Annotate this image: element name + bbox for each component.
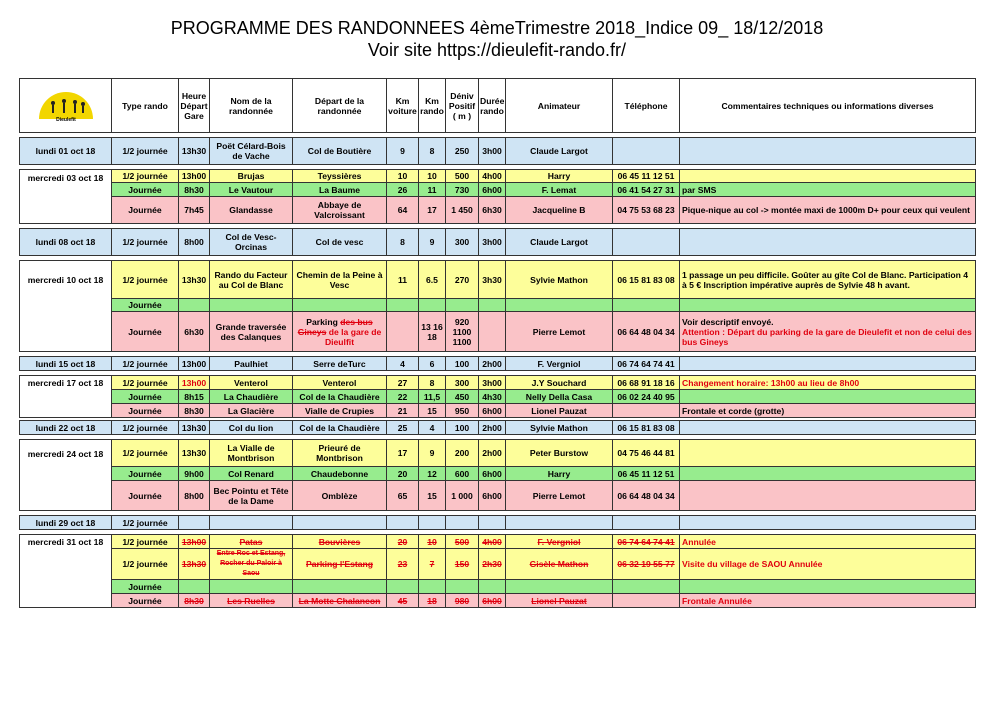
duree-cell: 2h00	[479, 440, 506, 467]
type-cell: 1/2 journée	[112, 535, 179, 549]
deniv-cell: 1 450	[446, 197, 479, 224]
tel-cell: 06 74 64 74 41	[613, 357, 680, 371]
table-row	[20, 299, 976, 312]
com-cell: Voir descriptif envoyé. Attention : Départ du parking de la gare de Dieulefit et non de celui des bus Gineys	[680, 312, 976, 352]
tel-cell: 06 15 81 83 08	[613, 421, 680, 435]
depart-cell: Vialle de Crupies	[293, 404, 387, 418]
kmr-cell: 6.5	[419, 261, 446, 299]
header-telephone: Téléphone	[613, 79, 680, 133]
header-deniv: Déniv Positif ( m )	[446, 79, 479, 133]
club-logo	[31, 89, 101, 123]
nom-cell: La Vialle de Montbrison	[210, 440, 293, 467]
heure-cell: 8h30	[179, 183, 210, 197]
header-km-voiture: Km voiture	[387, 79, 419, 133]
heure-cell: 9h00	[179, 467, 210, 481]
depart-cell: La Motte Chalancon	[293, 594, 387, 608]
duree-cell: 3h00	[479, 376, 506, 390]
duree-cell: 6h00	[479, 183, 506, 197]
depart-cell: Omblèze	[293, 481, 387, 511]
com-cell: Annulée	[680, 535, 976, 549]
kmr-cell: 6	[419, 357, 446, 371]
deniv-cell: 920 1100 1100	[446, 312, 479, 352]
type-cell: Journée	[112, 594, 179, 608]
table-row	[20, 516, 976, 530]
anim-cell: Nelly Della Casa	[506, 390, 613, 404]
deniv-cell: 150	[446, 549, 479, 580]
duree-cell: 2h00	[479, 421, 506, 435]
tel-cell: 06 02 24 40 95	[613, 390, 680, 404]
table-row	[20, 535, 976, 549]
deniv-cell: 950	[446, 404, 479, 418]
depart-cell: Chaudebonne	[293, 467, 387, 481]
nom-cell: Brujas	[210, 170, 293, 183]
depart-cell: Bouvières	[293, 535, 387, 549]
heure-cell: 8h00	[179, 229, 210, 256]
type-cell: 1/2 journée	[112, 138, 179, 165]
type-cell: 1/2 journée	[112, 170, 179, 183]
page-subtitle: Voir site https://dieulefit-rando.fr/	[367, 40, 627, 60]
depart-cell: Venterol	[293, 376, 387, 390]
kmr-cell: 9	[419, 229, 446, 256]
date-cell: mercredi 03 oct 18	[20, 170, 112, 224]
kmr-cell: 11,5	[419, 390, 446, 404]
com-cell	[680, 481, 976, 511]
depart-cell: Teyssières	[293, 170, 387, 183]
heure-cell: 13h30	[179, 261, 210, 299]
heure-cell: 8h00	[179, 481, 210, 511]
depart-cell: Chemin de la Peine à Vesc	[293, 261, 387, 299]
table-row	[20, 467, 976, 481]
kmr-cell: 7	[419, 549, 446, 580]
duree-cell: 6h00	[479, 594, 506, 608]
heure-cell: 13h30	[179, 440, 210, 467]
date-cell: mercredi 24 oct 18	[20, 440, 112, 511]
type-cell: Journée	[112, 299, 179, 312]
header-row	[20, 79, 976, 133]
header-km-rando: Km rando	[419, 79, 446, 133]
com-cell	[680, 440, 976, 467]
tel-cell: 06 64 48 04 34	[613, 312, 680, 352]
type-cell: 1/2 journée	[112, 516, 179, 530]
depart-cell: Col de la Chaudière	[293, 421, 387, 435]
table-row	[20, 440, 976, 467]
com-cell: Frontale Annulée	[680, 594, 976, 608]
depart-cell: Col de la Chaudière	[293, 390, 387, 404]
kmv-cell: 4	[387, 357, 419, 371]
table-row	[20, 183, 976, 197]
com-cell: 1 passage un peu difficile. Goûter au gîte Col de Blanc. Participation 4 à 5 € Inscription impérative auprès de Sylvie 48 h avant.	[680, 261, 976, 299]
com-cell	[680, 357, 976, 371]
kmr-cell: 4	[419, 421, 446, 435]
com-cell: Changement horaire: 13h00 au lieu de 8h00	[680, 376, 976, 390]
page-title: PROGRAMME DES RANDONNEES 4èmeTrimestre 2018_Indice 09_ 18/12/2018	[170, 18, 824, 38]
table-row	[20, 357, 976, 371]
kmr-cell: 9	[419, 440, 446, 467]
duree-cell: 3h00	[479, 229, 506, 256]
deniv-cell: 100	[446, 421, 479, 435]
nom-cell: Col de Vesc-Orcinas	[210, 229, 293, 256]
nom-cell: Col du lion	[210, 421, 293, 435]
kmr-cell: 15	[419, 481, 446, 511]
duree-cell: 6h30	[479, 197, 506, 224]
nom-cell: Le Vautour	[210, 183, 293, 197]
date-cell: lundi 15 oct 18	[20, 357, 112, 371]
table-row	[20, 376, 976, 390]
heure-cell: 13h00	[179, 376, 210, 390]
anim-cell: Sylvie Mathon	[506, 261, 613, 299]
kmv-cell: 64	[387, 197, 419, 224]
heure-cell: 8h30	[179, 404, 210, 418]
table-row	[20, 549, 976, 580]
logo-cell	[20, 79, 112, 133]
date-cell: lundi 08 oct 18	[20, 229, 112, 256]
date-cell: lundi 01 oct 18	[20, 138, 112, 165]
anim-cell: Harry	[506, 170, 613, 183]
kmr-cell: 13 16 18	[419, 312, 446, 352]
depart-cell: La Baume	[293, 183, 387, 197]
com-cell	[680, 390, 976, 404]
header-duree: Durée rando	[479, 79, 506, 133]
heure-cell: 8h15	[179, 390, 210, 404]
table-row	[20, 170, 976, 183]
tel-cell: 06 45 11 12 51	[613, 170, 680, 183]
anim-cell: Claude Largot	[506, 229, 613, 256]
deniv-cell: 600	[446, 467, 479, 481]
com-cell	[680, 421, 976, 435]
duree-cell: 2h30	[479, 549, 506, 580]
deniv-cell: 250	[446, 138, 479, 165]
tel-cell: 04 75 53 68 23	[613, 197, 680, 224]
heure-cell: 13h30	[179, 549, 210, 580]
anim-cell: Lionel Pauzat	[506, 594, 613, 608]
com-cell: Visite du village de SAOU Annulée	[680, 549, 976, 580]
deniv-cell: 450	[446, 390, 479, 404]
tel-cell: 06 68 91 18 16	[613, 376, 680, 390]
duree-cell: 6h00	[479, 404, 506, 418]
deniv-cell: 730	[446, 183, 479, 197]
deniv-cell: 300	[446, 376, 479, 390]
tel-cell	[613, 138, 680, 165]
nom-cell: La Chaudière	[210, 390, 293, 404]
anim-cell: Gisèle Mathon	[506, 549, 613, 580]
type-cell: Journée	[112, 580, 179, 594]
header-nom: Nom de la randonnée	[210, 79, 293, 133]
hike-schedule-table	[19, 78, 976, 608]
duree-cell: 4h30	[479, 390, 506, 404]
kmv-cell: 20	[387, 467, 419, 481]
kmv-cell: 45	[387, 594, 419, 608]
type-cell: 1/2 journée	[112, 229, 179, 256]
table-row	[20, 229, 976, 256]
table-row	[20, 594, 976, 608]
kmr-cell: 11	[419, 183, 446, 197]
heure-cell: 13h30	[179, 138, 210, 165]
kmr-cell: 12	[419, 467, 446, 481]
table-row	[20, 138, 976, 165]
anim-cell: Harry	[506, 467, 613, 481]
type-cell: Journée	[112, 467, 179, 481]
kmv-cell: 23	[387, 549, 419, 580]
nom-cell: Patas	[210, 535, 293, 549]
deniv-cell: 100	[446, 357, 479, 371]
deniv-cell: 1 000	[446, 481, 479, 511]
table-row	[20, 261, 976, 299]
com-cell: Frontale et corde (grotte)	[680, 404, 976, 418]
heure-cell: 6h30	[179, 312, 210, 352]
nom-cell: Col Renard	[210, 467, 293, 481]
tel-cell: 06 15 81 83 08	[613, 261, 680, 299]
nom-cell: Entre Roc et Estang, Rocher du Paloir à Saou	[210, 549, 293, 580]
tel-cell: 04 75 46 44 81	[613, 440, 680, 467]
deniv-cell: 500	[446, 535, 479, 549]
type-cell: Journée	[112, 312, 179, 352]
com-cell	[680, 138, 976, 165]
tel-cell: 06 74 64 74 41	[613, 535, 680, 549]
kmv-cell: 27	[387, 376, 419, 390]
table-row	[20, 390, 976, 404]
tel-cell	[613, 404, 680, 418]
heure-cell: 7h45	[179, 197, 210, 224]
kmr-cell: 10	[419, 535, 446, 549]
type-cell: 1/2 journée	[112, 421, 179, 435]
header-type: Type rando	[112, 79, 179, 133]
duree-cell: 3h30	[479, 261, 506, 299]
kmr-cell: 10	[419, 170, 446, 183]
table-row	[20, 404, 976, 418]
tel-cell: 06 32 19 55 77	[613, 549, 680, 580]
type-cell: 1/2 journée	[112, 549, 179, 580]
type-cell: Journée	[112, 390, 179, 404]
date-cell: mercredi 17 oct 18	[20, 376, 112, 418]
tel-cell	[613, 229, 680, 256]
nom-cell: La Glacière	[210, 404, 293, 418]
tel-cell	[613, 594, 680, 608]
nom-cell: Grande traversée des Calanques	[210, 312, 293, 352]
anim-cell: Claude Largot	[506, 138, 613, 165]
header-animateur: Animateur	[506, 79, 613, 133]
anim-cell: F. Lemat	[506, 183, 613, 197]
kmv-cell: 65	[387, 481, 419, 511]
type-cell: Journée	[112, 404, 179, 418]
table-row	[20, 580, 976, 594]
com-cell	[680, 170, 976, 183]
table-row	[20, 312, 976, 352]
deniv-cell: 200	[446, 440, 479, 467]
com-cell: Pique-nique au col -> montée maxi de 1000m D+ pour ceux qui veulent	[680, 197, 976, 224]
kmv-cell: 17	[387, 440, 419, 467]
deniv-cell: 300	[446, 229, 479, 256]
heure-cell: 13h00	[179, 170, 210, 183]
heure-cell: 13h00	[179, 535, 210, 549]
kmr-cell: 17	[419, 197, 446, 224]
kmv-cell: 21	[387, 404, 419, 418]
header-depart: Départ de la randonnée	[293, 79, 387, 133]
com-cell	[680, 467, 976, 481]
kmv-cell: 11	[387, 261, 419, 299]
depart-cell: Col de vesc	[293, 229, 387, 256]
anim-cell: Pierre Lemot	[506, 481, 613, 511]
nom-cell: Bec Pointu et Tête de la Dame	[210, 481, 293, 511]
date-cell: mercredi 10 oct 18	[20, 261, 112, 352]
deniv-cell: 980	[446, 594, 479, 608]
depart-cell: Parking l'Estang	[293, 549, 387, 580]
table-row	[20, 197, 976, 224]
kmv-cell: 9	[387, 138, 419, 165]
type-cell: 1/2 journée	[112, 440, 179, 467]
anim-cell: F. Vergniol	[506, 535, 613, 549]
com-cell	[680, 229, 976, 256]
kmv-cell: 26	[387, 183, 419, 197]
anim-cell: Lionel Pauzat	[506, 404, 613, 418]
deniv-cell: 270	[446, 261, 479, 299]
duree-cell: 6h00	[479, 467, 506, 481]
kmr-cell: 18	[419, 594, 446, 608]
heure-cell: 13h00	[179, 357, 210, 371]
duree-cell: 3h00	[479, 138, 506, 165]
nom-cell: Les Ruelles	[210, 594, 293, 608]
duree-cell: 6h00	[479, 481, 506, 511]
kmr-cell: 15	[419, 404, 446, 418]
anim-cell: Jacqueline B	[506, 197, 613, 224]
anim-cell: Sylvie Mathon	[506, 421, 613, 435]
header-commentaires: Commentaires techniques ou informations diverses	[680, 79, 976, 133]
nom-cell: Paulhiet	[210, 357, 293, 371]
tel-cell: 06 64 48 04 34	[613, 481, 680, 511]
type-cell: Journée	[112, 481, 179, 511]
anim-cell: J.Y Souchard	[506, 376, 613, 390]
kmr-cell: 8	[419, 376, 446, 390]
kmv-cell: 20	[387, 535, 419, 549]
com-cell: par SMS	[680, 183, 976, 197]
heure-cell: 13h30	[179, 421, 210, 435]
header-heure: Heure Départ Gare	[179, 79, 210, 133]
anim-cell: Pierre Lemot	[506, 312, 613, 352]
depart-cell: Parking des bus Gineys de la gare de Dieulfit	[293, 312, 387, 352]
type-cell: 1/2 journée	[112, 261, 179, 299]
kmv-cell: 22	[387, 390, 419, 404]
anim-cell: F. Vergniol	[506, 357, 613, 371]
date-cell: mercredi 31 oct 18	[20, 535, 112, 608]
duree-cell: 4h00	[479, 535, 506, 549]
kmv-cell: 8	[387, 229, 419, 256]
kmv-cell: 10	[387, 170, 419, 183]
anim-cell: Peter Burstow	[506, 440, 613, 467]
date-cell: lundi 29 oct 18	[20, 516, 112, 530]
type-cell: Journée	[112, 183, 179, 197]
type-cell: Journée	[112, 197, 179, 224]
type-cell: 1/2 journée	[112, 357, 179, 371]
deniv-cell: 500	[446, 170, 479, 183]
type-cell: 1/2 journée	[112, 376, 179, 390]
logo-text: Dieulefit	[55, 116, 76, 123]
nom-cell: Rando du Facteur au Col de Blanc	[210, 261, 293, 299]
depart-cell: Abbaye de Valcroissant	[293, 197, 387, 224]
depart-cell: Serre deTurc	[293, 357, 387, 371]
tel-cell: 06 41 54 27 31	[613, 183, 680, 197]
date-cell: lundi 22 oct 18	[20, 421, 112, 435]
kmr-cell: 8	[419, 138, 446, 165]
duree-cell: 4h00	[479, 170, 506, 183]
depart-cell: Prieuré de Montbrison	[293, 440, 387, 467]
kmv-cell: 25	[387, 421, 419, 435]
nom-cell: Poët Célard-Bois de Vache	[210, 138, 293, 165]
nom-cell: Glandasse	[210, 197, 293, 224]
duree-cell: 2h00	[479, 357, 506, 371]
tel-cell: 06 45 11 12 51	[613, 467, 680, 481]
table-row	[20, 481, 976, 511]
nom-cell: Venterol	[210, 376, 293, 390]
heure-cell: 8h30	[179, 594, 210, 608]
table-row	[20, 421, 976, 435]
depart-cell: Col de Boutière	[293, 138, 387, 165]
